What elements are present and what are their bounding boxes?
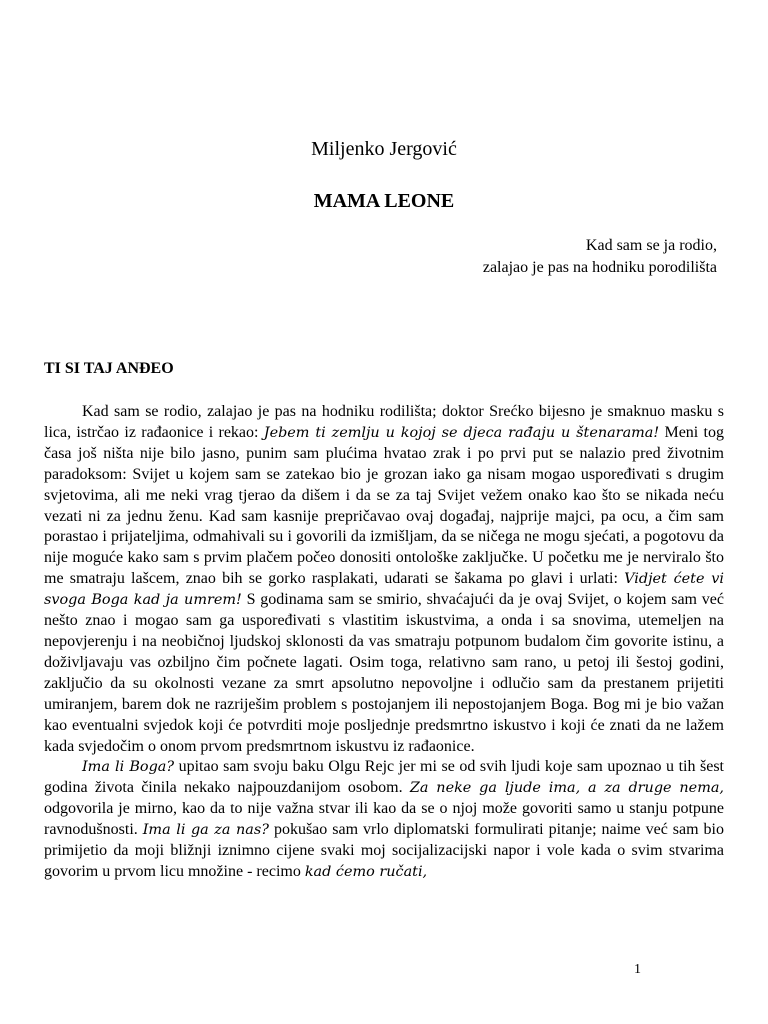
page-number: 1: [634, 962, 641, 977]
italic-quote: Za neke ga ljude ima, a za druge nema,: [409, 780, 724, 797]
text-run: S godinama sam se smirio, shvaćajući da je ovaj Svijet, o kojem sam već nešto znao i mogao sam ga uspoređivati s vlastitim iskustvima, a onda i sa snovima, utemeljen na nepovjerenju i na neobičnoj ljudskoj sklonosti da vas smatraju potpunom budalom čim govorite istinu, a doživljavaju vas ozbiljno čim počnete lagati. Osim toga, relativno sam rano, u petoj ili šestoj godini, zaključio da su okolnosti vezane za smrt apsolutno nepovoljne i odlučio sam da prestanem prijetiti umiranjem, barem dok ne razriješim problem s postojanjem ili nepostojanjem Boga. Bog mi je bio važan kao eventualni svjedok koji će potvrditi moje posljednje predsmrtno iskustvo i koji će znati da ne lažem kada svjedočim o onom prvom predsmrtnom iskustvu iz rađaonice.: [44, 591, 724, 755]
text-run: Kad sam se rodio, zalajao je pas na hodniku rodilišta; doktor Srećko bijesno je smaknuo masku s lica, istrčao iz rađaonice i rekao:: [44, 403, 724, 441]
italic-quote: Ima li Boga?: [82, 759, 175, 776]
document-title: MAMA LEONE: [313, 190, 455, 212]
italic-quote: Vidjet ćete vi svoga Boga kad ja umrem!: [44, 571, 725, 609]
epigraph-line: Kad sam se ja rodio,: [585, 237, 717, 254]
text-run: Meni tog časa još ništa nije bilo jasno, punim sam plućima hvatao zrak i po prvi put se nalazio pred životnim paradoksom: Svijet u kojem sam se zatekao bio je grozan iako ga nisam mogao uspoređivati s drugim svjetovima, ali me neki vrag tjerao da dišem i da se za taj Svijet vežem onako kao što se nikada neću vezati ni za jednu ženu. Kad sam kasnije prepričavao ovaj događaj, najprije majci, pa ocu, a čim sam porastao i prijateljima, odmahivali su i govorili da izmišljam, da se ničega ne mogu sjećati, a pogotovu da nije moguće kako sam s prvim plačem počeo donositi ontološke zaključke. U početku me je nerviralo što me smatraju lašcem, znao bih se gorko rasplakati, udarati se šakama po glavi i urlati:: [44, 423, 725, 588]
epigraph-line: zalajao je pas na hodniku porodilišta: [482, 259, 717, 276]
body-text: [44, 402, 724, 883]
paragraph: [44, 402, 724, 757]
text-run: upitao sam svoju baku Olgu Rejc jer mi se od svih ljudi koje sam upoznao u tih šest godina života činila nekako najpouzdanijom osobom.: [44, 758, 725, 797]
italic-quote: Ima li ga za nas?: [142, 822, 269, 839]
author-name: Miljenko Jergović: [311, 138, 457, 160]
italic-quote: kad ćemo ručati,: [304, 863, 428, 880]
section-heading: TI SI TAJ ANĐEO: [44, 360, 174, 377]
paragraph: [44, 757, 724, 882]
italic-quote: Jebem ti zemlju u kojoj se djeca rađaju u štenarama!: [263, 424, 660, 441]
epigraph: [483, 235, 717, 279]
text-run: pokušao sam vrlo diplomatski formulirati pitanje; naime već sam bio primijetio da moji bližnji iznimno cijene svaki moj socijalizacijski napor i vole kada o svim stvarima govorim u prvom licu množine - recimo: [44, 821, 724, 880]
text-run: odgovorila je mirno, kao da to nije važna stvar ili kao da se o njoj može govoriti samo u stanju potpune ravnodušnosti.: [44, 800, 724, 839]
